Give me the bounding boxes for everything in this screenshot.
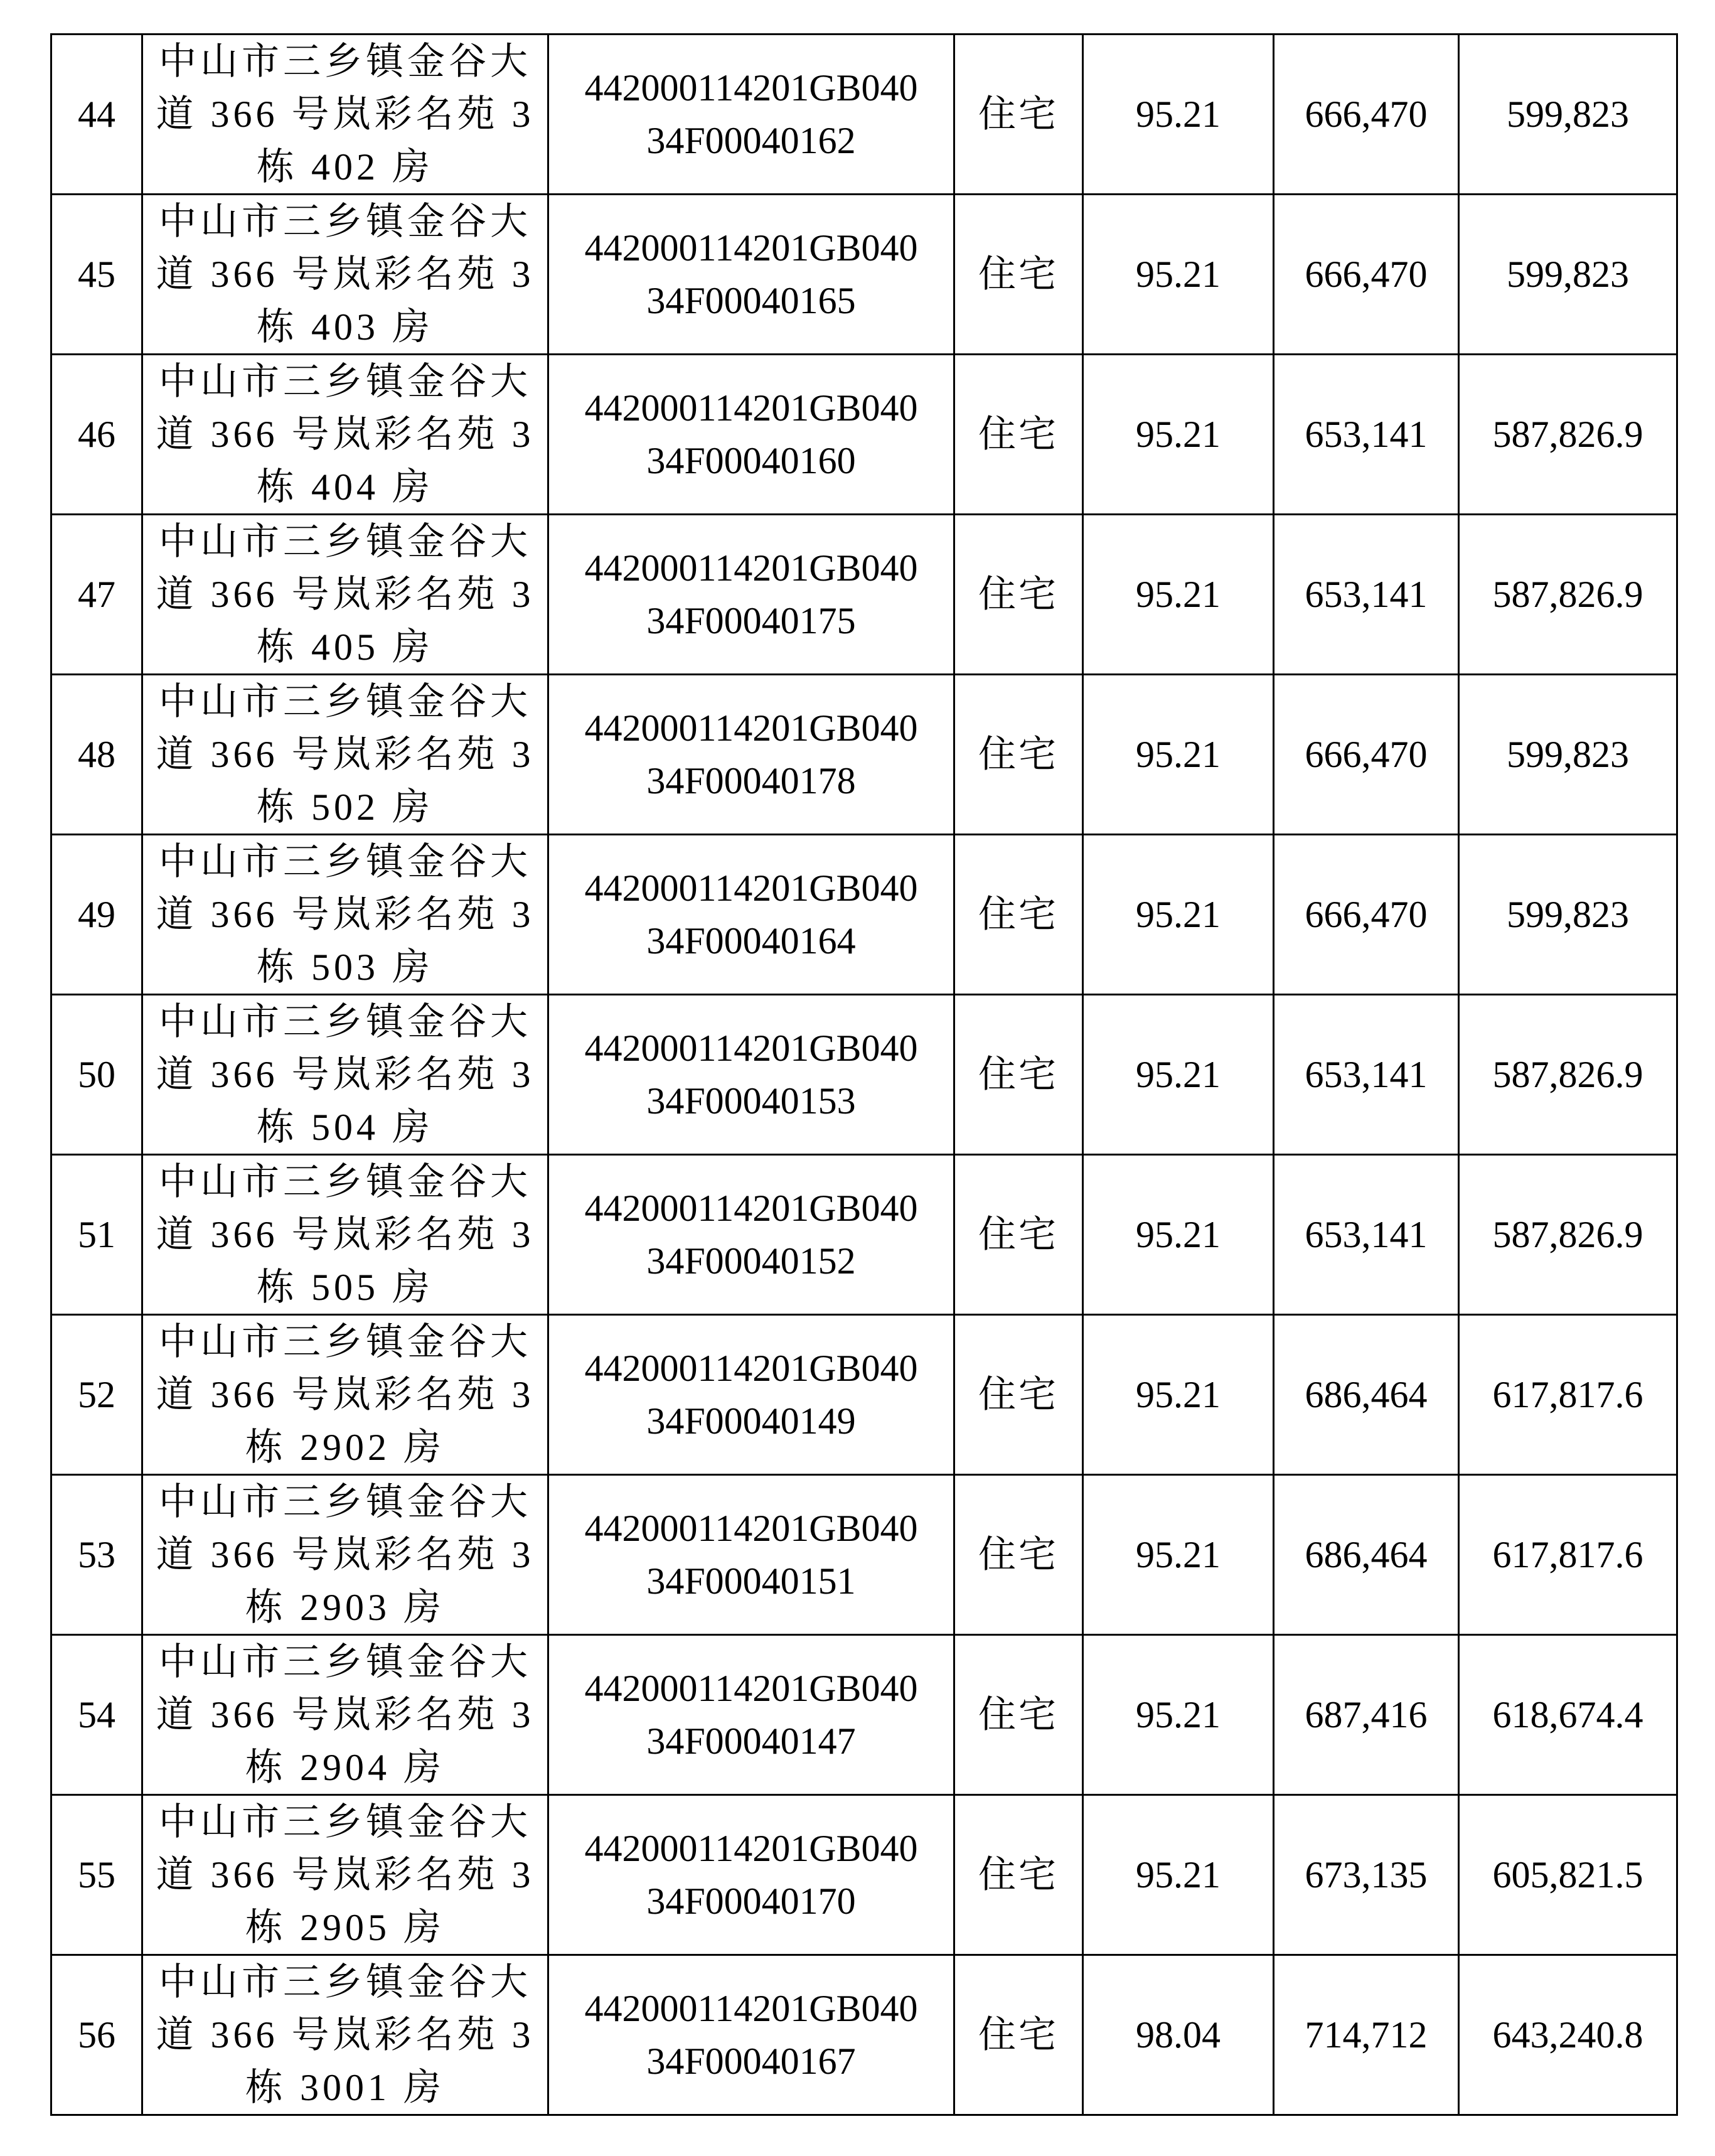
address-line-2: 道 366 号岚彩名苑 3: [156, 2014, 535, 2056]
certificate-line-1: 442000114201GB040: [584, 1348, 918, 1389]
table-row: [51, 1315, 1677, 1475]
usage-cell: 住宅: [954, 1635, 1083, 1795]
row-number: 51: [51, 1155, 142, 1315]
area-cell: 95.21: [1083, 195, 1274, 355]
certificate-line-1: 442000114201GB040: [584, 867, 918, 909]
address-line-1: 中山市三乡镇金谷大: [159, 201, 532, 242]
table-row: [51, 35, 1677, 195]
address-cell: [142, 995, 548, 1155]
reserve-price-cell: 587,826.9: [1459, 1155, 1677, 1315]
address-line-2: 道 366 号岚彩名苑 3: [156, 1374, 535, 1415]
certificate-line-2: 34F00040153: [646, 1080, 856, 1122]
address-cell: [142, 195, 548, 355]
address-line-1: 中山市三乡镇金谷大: [159, 1321, 532, 1363]
reserve-price-cell: 599,823: [1459, 35, 1677, 195]
address-cell: [142, 1795, 548, 1955]
area-cell: 95.21: [1083, 1315, 1274, 1475]
certificate-number-cell: [548, 515, 954, 675]
assessed-price-cell: 687,416: [1274, 1635, 1459, 1795]
area-cell: 95.21: [1083, 1635, 1274, 1795]
address-line-1: 中山市三乡镇金谷大: [159, 1961, 532, 2003]
certificate-line-1: 442000114201GB040: [584, 387, 918, 429]
address-line-1: 中山市三乡镇金谷大: [159, 1641, 532, 1683]
address-line-3: 栋 505 房: [257, 1267, 434, 1308]
certificate-line-2: 34F00040167: [646, 2041, 856, 2082]
row-number: 44: [51, 35, 142, 195]
certificate-number-cell: [548, 995, 954, 1155]
certificate-line-2: 34F00040152: [646, 1240, 856, 1282]
address-line-1: 中山市三乡镇金谷大: [159, 41, 532, 82]
row-number: 50: [51, 995, 142, 1155]
area-cell: 95.21: [1083, 355, 1274, 515]
usage-cell: 住宅: [954, 1315, 1083, 1475]
address-line-2: 道 366 号岚彩名苑 3: [156, 894, 535, 935]
reserve-price-cell: 587,826.9: [1459, 515, 1677, 675]
row-number: 55: [51, 1795, 142, 1955]
assessed-price-cell: 686,464: [1274, 1475, 1459, 1635]
address-cell: [142, 515, 548, 675]
usage-cell: 住宅: [954, 515, 1083, 675]
usage-cell: 住宅: [954, 1955, 1083, 2115]
address-line-3: 栋 404 房: [257, 466, 434, 508]
address-line-1: 中山市三乡镇金谷大: [159, 1481, 532, 1523]
property-listing-table: [50, 33, 1678, 2116]
certificate-line-2: 34F00040178: [646, 760, 856, 802]
row-number: 52: [51, 1315, 142, 1475]
address-line-2: 道 366 号岚彩名苑 3: [156, 1214, 535, 1255]
address-line-2: 道 366 号岚彩名苑 3: [156, 414, 535, 455]
usage-cell: 住宅: [954, 1155, 1083, 1315]
address-line-3: 栋 402 房: [257, 146, 434, 188]
table-row: [51, 835, 1677, 995]
assessed-price-cell: 653,141: [1274, 1155, 1459, 1315]
address-line-3: 栋 2904 房: [245, 1747, 445, 1788]
certificate-number-cell: [548, 1635, 954, 1795]
certificate-line-1: 442000114201GB040: [584, 227, 918, 269]
certificate-line-2: 34F00040175: [646, 600, 856, 641]
address-line-1: 中山市三乡镇金谷大: [159, 681, 532, 722]
address-cell: [142, 1315, 548, 1475]
table-row: [51, 1795, 1677, 1955]
certificate-number-cell: [548, 835, 954, 995]
address-line-2: 道 366 号岚彩名苑 3: [156, 94, 535, 135]
address-cell: [142, 1955, 548, 2115]
certificate-number-cell: [548, 1955, 954, 2115]
address-line-2: 道 366 号岚彩名苑 3: [156, 1854, 535, 1896]
address-line-1: 中山市三乡镇金谷大: [159, 1161, 532, 1203]
usage-cell: 住宅: [954, 35, 1083, 195]
assessed-price-cell: 686,464: [1274, 1315, 1459, 1475]
reserve-price-cell: 599,823: [1459, 195, 1677, 355]
certificate-line-1: 442000114201GB040: [584, 547, 918, 589]
certificate-line-1: 442000114201GB040: [584, 1188, 918, 1229]
usage-cell: 住宅: [954, 675, 1083, 835]
table-row: [51, 675, 1677, 835]
certificate-line-1: 442000114201GB040: [584, 1668, 918, 1709]
area-cell: 95.21: [1083, 1155, 1274, 1315]
row-number: 56: [51, 1955, 142, 2115]
reserve-price-cell: 599,823: [1459, 675, 1677, 835]
area-cell: 98.04: [1083, 1955, 1274, 2115]
table-row: [51, 195, 1677, 355]
area-cell: 95.21: [1083, 835, 1274, 995]
address-cell: [142, 35, 548, 195]
certificate-number-cell: [548, 1155, 954, 1315]
address-cell: [142, 355, 548, 515]
certificate-line-2: 34F00040164: [646, 920, 856, 962]
address-line-1: 中山市三乡镇金谷大: [159, 521, 532, 562]
certificate-number-cell: [548, 1795, 954, 1955]
address-line-2: 道 366 号岚彩名苑 3: [156, 1694, 535, 1735]
area-cell: 95.21: [1083, 1795, 1274, 1955]
row-number: 48: [51, 675, 142, 835]
area-cell: 95.21: [1083, 675, 1274, 835]
address-line-2: 道 366 号岚彩名苑 3: [156, 1054, 535, 1095]
row-number: 49: [51, 835, 142, 995]
reserve-price-cell: 618,674.4: [1459, 1635, 1677, 1795]
row-number: 53: [51, 1475, 142, 1635]
address-line-3: 栋 2902 房: [245, 1427, 445, 1468]
certificate-line-1: 442000114201GB040: [584, 1508, 918, 1549]
area-cell: 95.21: [1083, 35, 1274, 195]
address-line-2: 道 366 号岚彩名苑 3: [156, 574, 535, 615]
table-row: [51, 515, 1677, 675]
address-line-3: 栋 403 房: [257, 306, 434, 348]
table-row: [51, 1955, 1677, 2115]
address-line-1: 中山市三乡镇金谷大: [159, 841, 532, 882]
table-row: [51, 1155, 1677, 1315]
row-number: 54: [51, 1635, 142, 1795]
certificate-line-1: 442000114201GB040: [584, 1828, 918, 1869]
reserve-price-cell: 643,240.8: [1459, 1955, 1677, 2115]
address-cell: [142, 675, 548, 835]
certificate-line-2: 34F00040147: [646, 1720, 856, 1762]
certificate-number-cell: [548, 675, 954, 835]
usage-cell: 住宅: [954, 195, 1083, 355]
reserve-price-cell: 599,823: [1459, 835, 1677, 995]
address-line-2: 道 366 号岚彩名苑 3: [156, 1534, 535, 1575]
assessed-price-cell: 666,470: [1274, 835, 1459, 995]
certificate-line-1: 442000114201GB040: [584, 67, 918, 109]
address-cell: [142, 835, 548, 995]
table-body: [51, 35, 1677, 2115]
row-number: 46: [51, 355, 142, 515]
usage-cell: 住宅: [954, 995, 1083, 1155]
assessed-price-cell: 673,135: [1274, 1795, 1459, 1955]
assessed-price-cell: 714,712: [1274, 1955, 1459, 2115]
usage-cell: 住宅: [954, 1795, 1083, 1955]
certificate-number-cell: [548, 35, 954, 195]
reserve-price-cell: 617,817.6: [1459, 1315, 1677, 1475]
address-cell: [142, 1475, 548, 1635]
reserve-price-cell: 587,826.9: [1459, 355, 1677, 515]
address-line-1: 中山市三乡镇金谷大: [159, 361, 532, 402]
certificate-line-1: 442000114201GB040: [584, 707, 918, 749]
certificate-number-cell: [548, 195, 954, 355]
assessed-price-cell: 653,141: [1274, 515, 1459, 675]
address-line-3: 栋 503 房: [257, 947, 434, 988]
address-line-3: 栋 502 房: [257, 786, 434, 828]
row-number: 47: [51, 515, 142, 675]
table-row: [51, 995, 1677, 1155]
address-line-2: 道 366 号岚彩名苑 3: [156, 254, 535, 295]
address-line-1: 中山市三乡镇金谷大: [159, 1001, 532, 1043]
assessed-price-cell: 653,141: [1274, 355, 1459, 515]
address-line-3: 栋 2905 房: [245, 1907, 445, 1948]
reserve-price-cell: 617,817.6: [1459, 1475, 1677, 1635]
certificate-line-2: 34F00040151: [646, 1560, 856, 1602]
row-number: 45: [51, 195, 142, 355]
reserve-price-cell: 587,826.9: [1459, 995, 1677, 1155]
assessed-price-cell: 666,470: [1274, 35, 1459, 195]
table-row: [51, 1475, 1677, 1635]
address-line-1: 中山市三乡镇金谷大: [159, 1801, 532, 1843]
assessed-price-cell: 653,141: [1274, 995, 1459, 1155]
certificate-line-2: 34F00040162: [646, 120, 856, 161]
address-cell: [142, 1635, 548, 1795]
certificate-line-2: 34F00040165: [646, 280, 856, 321]
address-line-3: 栋 405 房: [257, 626, 434, 668]
address-line-3: 栋 2903 房: [245, 1587, 445, 1628]
assessed-price-cell: 666,470: [1274, 195, 1459, 355]
certificate-line-2: 34F00040160: [646, 440, 856, 481]
certificate-number-cell: [548, 1315, 954, 1475]
certificate-line-2: 34F00040149: [646, 1400, 856, 1442]
address-line-3: 栋 504 房: [257, 1107, 434, 1148]
area-cell: 95.21: [1083, 515, 1274, 675]
address-cell: [142, 1155, 548, 1315]
reserve-price-cell: 605,821.5: [1459, 1795, 1677, 1955]
certificate-line-1: 442000114201GB040: [584, 1988, 918, 2029]
certificate-line-2: 34F00040170: [646, 1880, 856, 1922]
table-row: [51, 1635, 1677, 1795]
certificate-line-1: 442000114201GB040: [584, 1027, 918, 1069]
usage-cell: 住宅: [954, 355, 1083, 515]
assessed-price-cell: 666,470: [1274, 675, 1459, 835]
usage-cell: 住宅: [954, 1475, 1083, 1635]
usage-cell: 住宅: [954, 835, 1083, 995]
certificate-number-cell: [548, 1475, 954, 1635]
address-line-2: 道 366 号岚彩名苑 3: [156, 734, 535, 775]
certificate-number-cell: [548, 355, 954, 515]
area-cell: 95.21: [1083, 1475, 1274, 1635]
area-cell: 95.21: [1083, 995, 1274, 1155]
address-line-3: 栋 3001 房: [245, 2067, 445, 2108]
table-row: [51, 355, 1677, 515]
